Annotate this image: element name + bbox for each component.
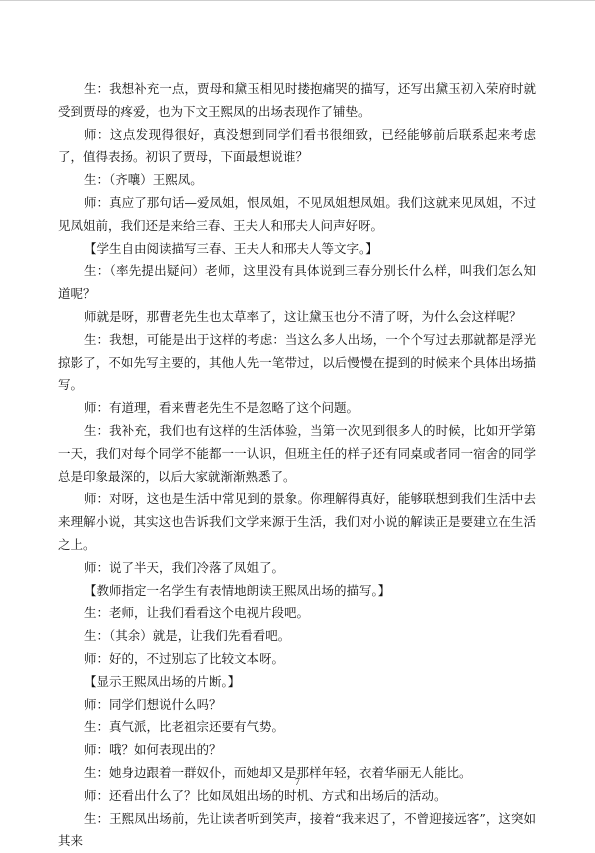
paragraph: 师：说了半天，我们冷落了凤姐了。	[58, 557, 536, 580]
paragraph: 生：真气派，比老祖宗还要有气势。	[58, 716, 536, 739]
paragraph: 生：（率先提出疑问）老师，这里没有具体说到三春分别长什么样，叫我们怎么知道呢？	[58, 260, 536, 306]
paragraph: 生：老师，让我们看看这个电视片段吧。	[58, 602, 536, 625]
paragraph: 【学生自由阅读描写三春、王夫人和邢夫人等文字。】	[58, 238, 536, 261]
paragraph: 师：哦？如何表现出的？	[58, 739, 536, 762]
paragraph: 师：有道理，看来曹老先生不是忽略了这个问题。	[58, 397, 536, 420]
paragraph: 【显示王熙凤出场的片断。】	[58, 671, 536, 694]
page-number: 7	[0, 777, 595, 788]
paragraph: 【教师指定一名学生有表情地朗读王熙凤出场的描写。】	[58, 580, 536, 603]
paragraph: 师就是呀，那曹老先生也太草率了，这让黛玉也分不清了呀，为什么会这样呢？	[58, 306, 536, 329]
paragraph: 师：还看出什么了？比如凤姐出场的时机、方式和出场后的活动。	[58, 785, 536, 808]
paragraph: 师：真应了那句话—爱凤姐，恨凤姐，不见凤姐想凤姐。我们这就来见凤姐，不过见凤姐前，我们还是来给三春、王夫人和邢夫人问声好呀。	[58, 192, 536, 238]
paragraph: 生：她身边跟着一群奴仆，而她却又是那样年轻，衣着华丽无人能比。	[58, 762, 536, 785]
paragraph: 师：好的，不过别忘了比较文本呀。	[58, 648, 536, 671]
paragraph: 生：我补充，我们也有这样的生活体验，当第一次见到很多人的时候，比如开学第一天，我们对每个同学不能都一一认识，但班主任的样子还有同桌或者同一宿舍的同学总是印象最深的，以后大家就渐渐熟悉了。	[58, 420, 536, 488]
paragraph: 师：对呀，这也是生活中常见到的景象。你理解得真好，能够联想到我们生活中去来理解小说，其实这也告诉我们文学来源于生活，我们对小说的解读正是要建立在生活之上。	[58, 488, 536, 556]
header-rule	[0, 0, 595, 1]
paragraph: 生：我想补充一点，贾母和黛玉相见时搂抱痛哭的描写，还写出黛玉初入荣府时就受到贾母的疼爱，也为下文王熙凤的出场表现作了铺垫。	[58, 78, 536, 124]
paragraph: 生：（其余）就是，让我们先看看吧。	[58, 625, 536, 648]
paragraph: 师：这点发现得很好，真没想到同学们看书很细致，已经能够前后联系起来考虑了，值得表扬。初识了贾母，下面最想说谁？	[58, 124, 536, 170]
document-body	[58, 78, 536, 853]
paragraph: 生：（齐嚷）王熙凤。	[58, 169, 536, 192]
paragraph: 生：我想，可能是出于这样的考虑：当这么多人出场，一个个写过去那就都是浮光掠影了，不如先写主要的，其他人先一笔带过，以后慢慢在提到的时候来个具体出场描写。	[58, 329, 536, 397]
paragraph: 生：王熙凤出场前，先让读者听到笑声，接着“我来迟了，不曾迎接远客”，这突如其来	[58, 808, 536, 853]
paragraph: 师：同学们想说什么吗？	[58, 694, 536, 717]
